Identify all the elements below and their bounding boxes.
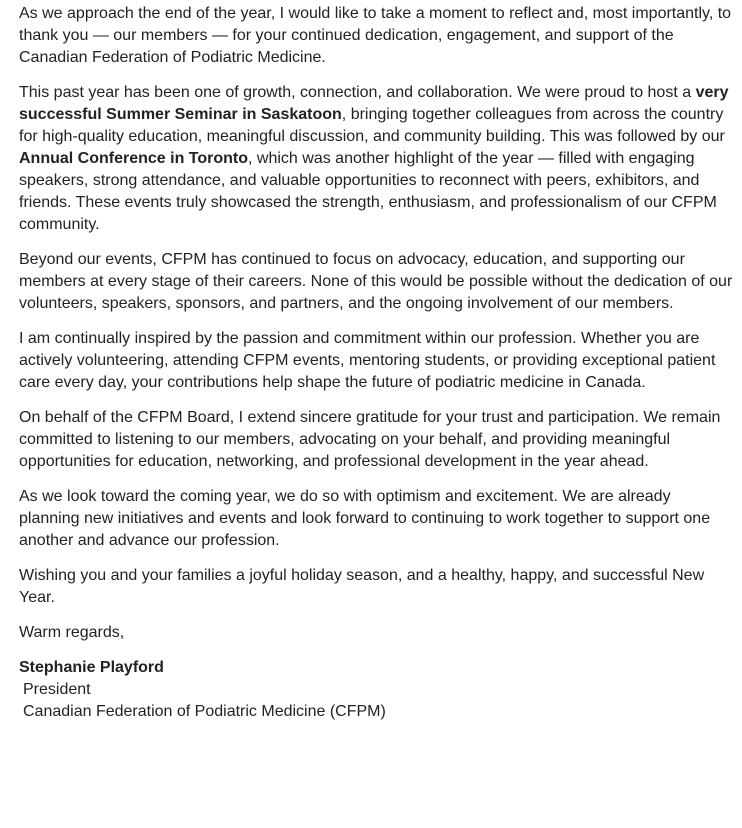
signature-name bbox=[19, 657, 734, 679]
paragraph-intro: As we approach the end of the year, I would like to take a moment to reflect and, most importantly, to thank you — our members — for your continued dedication, engagement, and support of the Canadian Federation of Podiatric Medicine. bbox=[19, 5, 732, 66]
signature-name-text: Stephanie Playford bbox=[19, 659, 164, 676]
signature-block bbox=[19, 657, 734, 723]
signature-organization: Canadian Federation of Podiatric Medicine (CFPM) bbox=[23, 703, 386, 720]
paragraph-wishes: Wishing you and your families a joyful holiday season, and a healthy, happy, and successful New Year. bbox=[19, 567, 705, 606]
paragraph-inspiration: I am continually inspired by the passion and commitment within our profession. Whether you are actively volunteering, attending CFPM events, mentoring students, or providing exceptional patient care every day, your contributions help shape the future of podiatric medicine in Canada. bbox=[19, 330, 716, 391]
text-segment: , bringing together colleagues from across the country for high-quality education, meaningful discussion, and community building. This was followed by our bbox=[19, 106, 725, 145]
highlight-annual-conference: Annual Conference in Toronto bbox=[19, 150, 249, 167]
closing-line: Warm regards, bbox=[19, 624, 125, 641]
paragraph-outlook: As we look toward the coming year, we do so with optimism and excitement. We are already planning new initiatives and events and look forward to continuing to work together to support one another and advance our profession. bbox=[19, 488, 711, 549]
signature-title: President bbox=[23, 681, 91, 698]
text-segment: , which was another highlight of the year — filled with engaging speakers, strong attendance, and valuable opportunities to reconnect with peers, exhibitors, and friends. These events truly showcased the strength, enthusiasm, and professionalism of our CFPM community. bbox=[19, 150, 717, 233]
paragraph-gratitude: On behalf of the CFPM Board, I extend sincere gratitude for your trust and participation. We remain committed to listening to our members, advocating on your behalf, and providing meaningful opportunities for education, networking, and professional development in the year ahead. bbox=[19, 409, 721, 470]
text-segment: This past year has been one of growth, connection, and collaboration. We were proud to host a bbox=[19, 84, 696, 101]
highlight-summer-seminar: very successful Summer Seminar in Saskatoon bbox=[19, 84, 729, 123]
paragraph-advocacy: Beyond our events, CFPM has continued to focus on advocacy, education, and supporting our members at every stage of their careers. None of this would be possible without the dedication of our volunteers, speakers, sponsors, and partners, and the ongoing involvement of our members. bbox=[19, 251, 733, 312]
paragraph-events bbox=[19, 82, 734, 236]
